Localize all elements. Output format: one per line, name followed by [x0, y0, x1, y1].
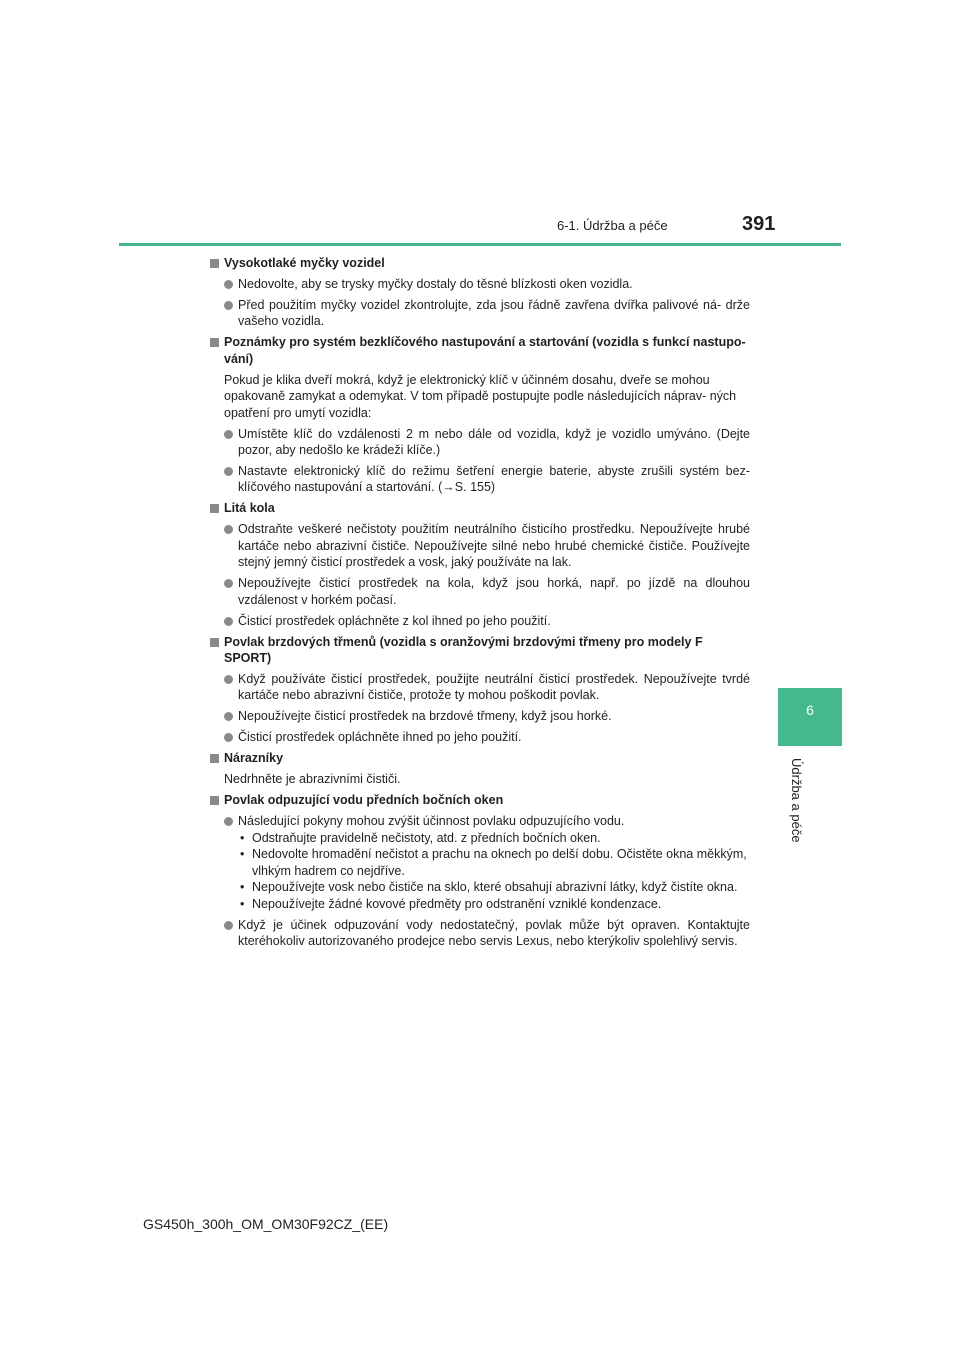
- small-dot-icon: •: [240, 847, 245, 862]
- square-bullet-icon: [210, 504, 219, 513]
- sub-list-item: • Nedovolte hromadění nečistot a prachu na oknech po delší dobu. Očistěte okna měkkým, vlhkým hadrem co nejdříve.: [240, 847, 747, 878]
- round-bullet-icon: [224, 301, 233, 310]
- round-bullet-icon: [224, 579, 233, 588]
- paragraph: Nedrhněte je abrazivními čističi.: [224, 772, 401, 787]
- round-bullet-icon: [224, 675, 233, 684]
- round-bullet-icon: [224, 430, 233, 439]
- header-rule: [119, 243, 841, 246]
- page-number: 391: [742, 213, 776, 235]
- section-heading: Litá kola: [210, 500, 750, 516]
- sub-list-item: • Nepoužívejte žádné kovové předměty pro odstranění vzniklé kondenzace.: [240, 896, 662, 911]
- round-bullet-icon: [224, 712, 233, 721]
- list-item: Nepoužívejte čisticí prostředek na brzdové třmeny, když jsou horké.: [210, 708, 750, 724]
- round-bullet-icon: [224, 280, 233, 289]
- list-item: Nedovolte, aby se trysky myčky dostaly do těsné blízkosti oken vozidla.: [210, 276, 750, 292]
- section-heading: Povlak brzdových třmenů (vozidla s oranžovými brzdovými třmeny pro modely F SPORT): [210, 634, 750, 667]
- header-section-title: 6-1. Údržba a péče: [557, 218, 668, 233]
- square-bullet-icon: [210, 754, 219, 763]
- round-bullet-icon: [224, 467, 233, 476]
- list-item: Nastavte elektronický klíč do režimu šetření energie baterie, abyste zrušili systém bez- klíčového nastupování a startování. (→S. 155): [210, 463, 750, 496]
- list-item: Čisticí prostředek opláchněte ihned po jeho použití.: [210, 729, 750, 745]
- paragraph: Pokud je klika dveří mokrá, když je elektronický klíč v účinném dosahu, dveře se mohou opakovaně zamykat a odemykat. V tom případě postupujte podle následujících náprav- ných opatření pro umytí vozidla:: [224, 372, 737, 420]
- list-item: Před použitím myčky vozidel zkontrolujte, zda jsou řádně zavřena dvířka palivové ná- drže vašeho vozidla.: [210, 297, 750, 330]
- chapter-number: 6: [806, 702, 814, 718]
- small-dot-icon: •: [240, 880, 245, 895]
- small-dot-icon: •: [240, 896, 245, 911]
- list-item: Čisticí prostředek opláchněte z kol ihned po jeho použití.: [210, 613, 750, 629]
- round-bullet-icon: [224, 733, 233, 742]
- round-bullet-icon: [224, 921, 233, 930]
- list-item: Když je účinek odpuzování vody nedostatečný, povlak může být opraven. Kontaktujte kteréhokoliv autorizovaného prodejce nebo servis Lexus, nebo kterýkoliv spolehlivý servis.: [210, 917, 750, 950]
- list-item: Umístěte klíč do vzdálenosti 2 m nebo dále od vozidla, když je vozidlo umýváno. (Dejte pozor, aby nedošlo ke krádeži klíče.): [210, 426, 750, 459]
- list-item: Odstraňte veškeré nečistoty použitím neutrálního čisticího prostředku. Nepoužívejte hrubé kartáče nebo abrazivní čističe. Nepoužívejte silné nebo hrubé chemické čističe. Používejte stejný jemný čisticí prostředek a vosk, jaký používáte na lak.: [210, 521, 750, 570]
- round-bullet-icon: [224, 817, 233, 826]
- round-bullet-icon: [224, 617, 233, 626]
- section-heading: Vysokotlaké myčky vozidel: [210, 255, 750, 271]
- content: [210, 255, 750, 949]
- round-bullet-icon: [224, 525, 233, 534]
- list-item: Když používáte čisticí prostředek, použijte neutrální čisticí prostředek. Nepoužívejte tvrdé kartáče nebo abrazivní čističe, protože ty mohou poškodit povlak.: [210, 671, 750, 704]
- chapter-tab: [778, 688, 842, 746]
- list-item: Nepoužívejte čisticí prostředek na kola, když jsou horká, např. po jízdě na dlouhou vzdálenost v horkém počasí.: [210, 575, 750, 608]
- square-bullet-icon: [210, 638, 219, 647]
- square-bullet-icon: [210, 259, 219, 268]
- section-heading: Povlak odpuzující vodu předních bočních oken: [210, 792, 750, 808]
- sub-list-item: • Odstraňujte pravidelně nečistoty, atd. z předních bočních oken.: [240, 830, 601, 845]
- sub-list-item: • Nepoužívejte vosk nebo čističe na sklo, které obsahují abrazivní látky, když čistíte okna.: [240, 880, 738, 895]
- small-dot-icon: •: [240, 830, 245, 845]
- section-heading: Nárazníky: [210, 750, 750, 766]
- square-bullet-icon: [210, 338, 219, 347]
- section-heading: Poznámky pro systém bezklíčového nastupování a startování (vozidla s funkcí nastupo- vání): [210, 334, 750, 367]
- footer-model-code: GS450h_300h_OM_OM30F92CZ_(EE): [143, 1216, 389, 1232]
- square-bullet-icon: [210, 796, 219, 805]
- chapter-label: Údržba a péče: [789, 758, 804, 843]
- list-item: Následující pokyny mohou zvýšit účinnost povlaku odpuzujícího vodu.: [210, 813, 750, 829]
